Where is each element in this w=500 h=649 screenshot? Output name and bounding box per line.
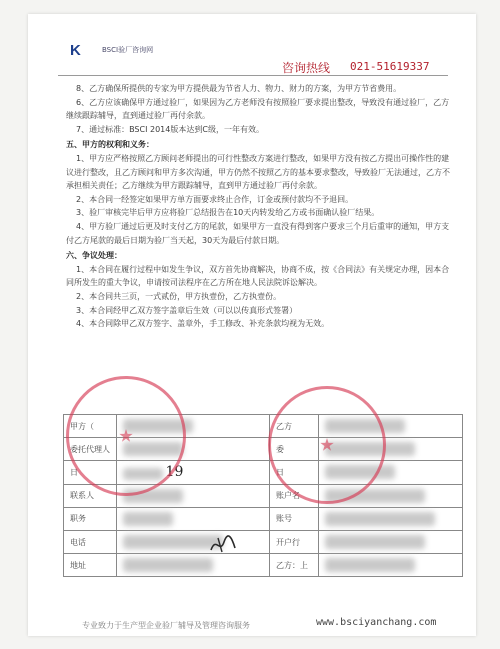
date-b-label: 日 (270, 461, 319, 484)
address-value (117, 554, 270, 577)
clause: 8、乙方确保所提供的专家为甲方提供最为节省人力、物力、财力的方案，为甲方节省费用。 (76, 84, 402, 93)
agent-a-label: 委托代理人 (64, 438, 117, 461)
clause: 4、本合同除甲乙双方签字、盖章外，手工修改、补充条款均视为无效。 (76, 319, 330, 329)
hotline-label: 咨询热线 (282, 61, 331, 75)
contact-label: 联系人 (64, 484, 117, 507)
redacted-text (325, 558, 415, 572)
date-a-label: 日 (64, 461, 117, 484)
clause: 2、本合同共三页，一式贰份，甲方执壹份，乙方执壹份。 (76, 291, 282, 301)
position-value (117, 507, 270, 530)
redacted-text (325, 535, 425, 549)
address-b-value (319, 554, 463, 577)
clause: 1、本合同在履行过程中如发生争议，双方首先协商解决，协商不成，按《合同法》有关规定办理，因本合同所发生的重大争议，申请按司法程序在乙方所在地人民法院诉讼解决。 (66, 264, 450, 288)
table-row (64, 530, 463, 553)
company-logo-text: BSCI验厂咨询网 (102, 46, 154, 54)
phone-label: 电话 (64, 530, 117, 553)
position-label: 职务 (64, 507, 117, 530)
clause: 4、甲方验厂通过后更及时支付乙方的尾款，如果甲方一直没有得到客户要求三个月后重审的通知，甲方支付乙方尾款的最后日期为验厂当天起，30天为最后付款日期。 (66, 221, 450, 245)
account-number-value (319, 507, 463, 530)
redacted-text (123, 512, 173, 526)
party-b-seal (268, 386, 386, 504)
redacted-text (325, 512, 435, 526)
section-heading: 五、甲方的权利和义务： (66, 140, 154, 150)
company-logo: K (70, 42, 80, 59)
contract-clauses (66, 82, 454, 331)
redacted-text (123, 558, 213, 572)
clause: 2、本合同一经签定如果甲方单方面要求终止合作，订金或预付款均不予退回。 (76, 194, 354, 204)
table-row (64, 554, 463, 577)
handwritten-date: 19 (165, 464, 184, 481)
hotline-number: 021-51619337 (350, 60, 430, 73)
account-number-label: 账号 (270, 507, 319, 530)
party-a-label: 甲方（ (64, 415, 117, 438)
section-heading: 六、争议处理： (66, 251, 122, 261)
phone-value (117, 530, 270, 553)
bank-label: 开户行 (270, 530, 319, 553)
clause: 6、乙方应该确保甲方通过验厂，如果因为乙方老师没有按照验厂要求提出整改，导致没有通过验厂，乙方继续跟踪辅导，直到通过验厂再付余款。 (66, 97, 450, 121)
handwritten-signature (208, 532, 238, 556)
table-row (64, 507, 463, 530)
party-b-label: 乙方 (270, 415, 319, 438)
account-name-label: 账户名 (270, 484, 319, 507)
clause: 7、通过标准：BSCI 2014版本达到C级，一年有效。 (76, 124, 264, 134)
address-label: 地址 (64, 554, 117, 577)
agent-b-label: 委 (270, 438, 319, 461)
clause: 3、验厂审核完毕后甲方应将验厂总结报告在10天内转发给乙方或书面确认验厂结果。 (76, 208, 380, 218)
header-divider (58, 75, 448, 76)
bank-value (319, 530, 463, 553)
document-sheet (28, 14, 476, 636)
footer-slogan: 专业致力于生产型企业验厂辅导及管理咨询服务 (82, 621, 250, 630)
clause: 1、甲方应严格按照乙方顾问老师提出的可行性整改方案进行整改，如果甲方没有按乙方提出可操作性的建议进行整改，且乙方顾问和甲方多次沟通，甲方仍然不按照乙方的基本要求整改，导致验厂无法通过，乙方不承担相关责任；乙方继续为甲方跟踪辅导，直到甲方通过验厂再付余款。 (66, 153, 450, 191)
letterhead (28, 14, 476, 75)
clause: 3、本合同经甲乙双方签字盖章后生效（可以以传真形式签署） (76, 305, 298, 315)
address-b-label: 乙方：上 (270, 554, 319, 577)
party-a-seal (66, 376, 186, 496)
footer-website: www.bsciyanchang.com (316, 617, 437, 628)
